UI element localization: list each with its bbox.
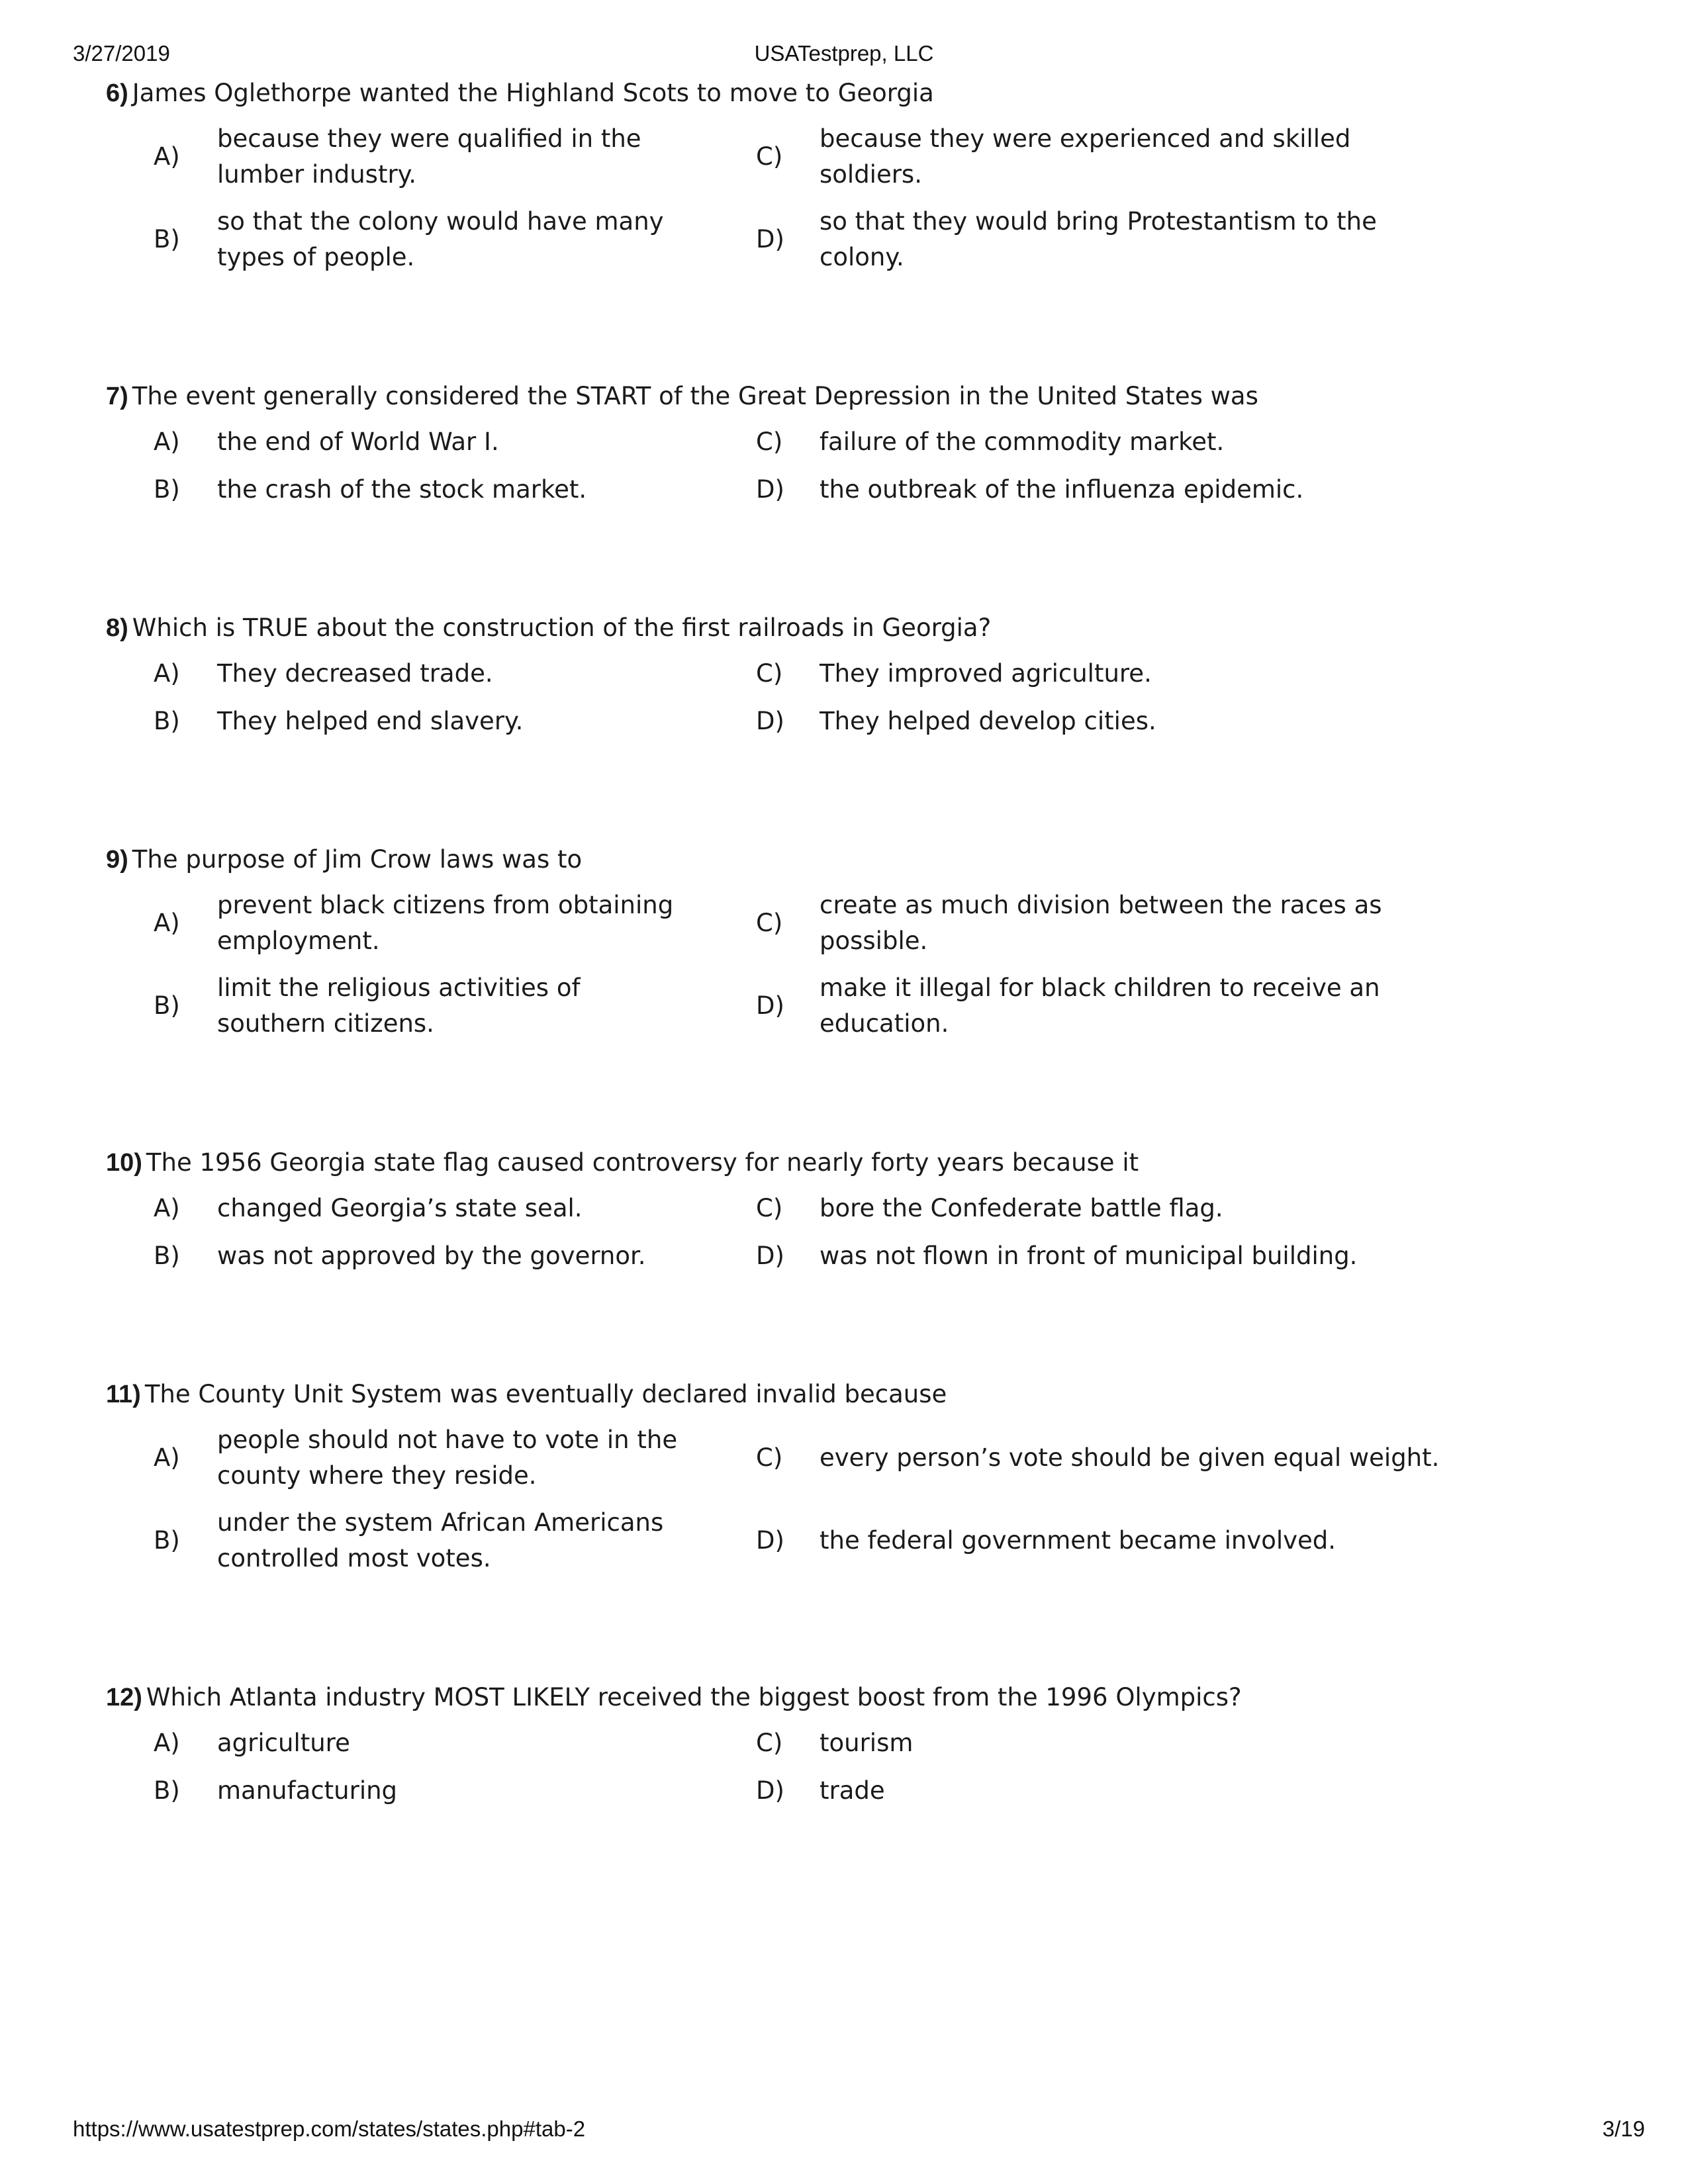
option-letter: C) <box>756 1194 783 1222</box>
option-letter: A) <box>154 1194 180 1222</box>
option-letter: D) <box>756 475 784 504</box>
option-letter: B) <box>154 475 180 504</box>
option-text: every person’s vote should be given equal weight. <box>820 1443 1440 1472</box>
option-text: make it illegal for black children to receive an education. <box>820 973 1380 1038</box>
footer-url: https://www.usatestprep.com/states/states.php#tab-2 <box>73 2116 586 2141</box>
question-9 <box>106 844 1628 1047</box>
option-letter: D) <box>756 1242 784 1270</box>
question-stem <box>106 78 1628 109</box>
question-stem <box>106 1379 1628 1410</box>
question-number: 9) <box>106 846 128 874</box>
option-letter: A) <box>154 428 180 456</box>
option-text: because they were experienced and skilled soldiers. <box>820 124 1351 189</box>
option-a <box>154 115 756 198</box>
option-text: prevent black citizens from obtaining employment. <box>217 890 674 955</box>
question-text: The County Unit System was eventually declared invalid because <box>144 1380 947 1408</box>
option-text: the crash of the stock market. <box>217 475 587 504</box>
question-6 <box>106 78 1628 281</box>
option-letter: A) <box>154 659 180 688</box>
question-number: 10) <box>106 1149 142 1177</box>
option-text: limit the religious activities of southern citizens. <box>217 973 581 1038</box>
option-b <box>154 698 756 745</box>
print-date: 3/27/2019 <box>73 41 170 66</box>
question-stem <box>106 381 1628 412</box>
option-text: create as much division between the races as possible. <box>820 890 1382 955</box>
option-c <box>756 115 1484 198</box>
document-title: USATestprep, LLC <box>754 41 934 66</box>
option-text: tourism <box>820 1729 914 1757</box>
option-text: was not approved by the governor. <box>217 1242 646 1270</box>
option-text: people should not have to vote in the county where they reside. <box>217 1425 678 1490</box>
option-d <box>756 698 1484 745</box>
option-letter: D) <box>756 991 784 1020</box>
option-d <box>756 1232 1484 1280</box>
option-letter: B) <box>154 707 180 735</box>
option-a <box>154 882 756 964</box>
page-number: 3/19 <box>1602 2116 1645 2141</box>
option-text: the federal government became involved. <box>820 1525 1336 1555</box>
option-letter: C) <box>756 1729 783 1757</box>
question-number: 12) <box>106 1684 142 1711</box>
question-number: 6) <box>106 79 128 107</box>
question-stem <box>106 1682 1628 1713</box>
option-d <box>756 466 1484 514</box>
option-a <box>154 1416 756 1499</box>
option-letter: D) <box>756 1525 784 1555</box>
option-c <box>756 1185 1484 1232</box>
option-c <box>756 418 1484 466</box>
option-text: so that they would bring Protestantism to the colony. <box>820 206 1377 271</box>
question-number: 11) <box>106 1381 141 1408</box>
option-letter: C) <box>756 428 783 456</box>
option-letter: B) <box>154 1242 180 1270</box>
option-letter: C) <box>756 908 783 937</box>
question-text: The event generally considered the START of the Great Depression in the United States was <box>132 382 1258 410</box>
option-letter: D) <box>756 707 784 735</box>
option-letter: A) <box>154 1443 180 1472</box>
question-7 <box>106 381 1628 514</box>
question-stem <box>106 613 1628 643</box>
option-text: They improved agriculture. <box>820 659 1152 688</box>
option-text: They helped develop cities. <box>820 707 1156 735</box>
option-text: bore the Confederate battle flag. <box>820 1194 1223 1222</box>
option-letter: D) <box>756 224 784 253</box>
option-letter: B) <box>154 991 180 1020</box>
option-d <box>756 1499 1484 1582</box>
option-b <box>154 198 756 281</box>
option-d <box>756 198 1484 281</box>
option-a <box>154 418 756 466</box>
option-a <box>154 1719 756 1767</box>
option-text: changed Georgia’s state seal. <box>217 1194 583 1222</box>
option-b <box>154 1232 756 1280</box>
option-text: They helped end slavery. <box>217 707 524 735</box>
option-b <box>154 1499 756 1582</box>
question-text: The purpose of Jim Crow laws was to <box>132 845 583 874</box>
option-letter: C) <box>756 142 783 171</box>
option-text: so that the colony would have many types of people. <box>217 206 664 271</box>
question-text: The 1956 Georgia state flag caused controversy for nearly forty years because it <box>146 1148 1139 1177</box>
option-c <box>756 1416 1484 1499</box>
option-text: agriculture <box>217 1729 350 1757</box>
option-c <box>756 1719 1484 1767</box>
option-letter: A) <box>154 142 180 171</box>
option-text: because they were qualified in the lumber industry. <box>217 124 641 189</box>
option-text: failure of the commodity market. <box>820 428 1225 456</box>
option-c <box>756 650 1484 698</box>
option-text: They decreased trade. <box>217 659 493 688</box>
option-letter: B) <box>154 1776 180 1805</box>
option-letter: B) <box>154 1525 180 1555</box>
option-a <box>154 650 756 698</box>
option-letter: B) <box>154 224 180 253</box>
question-11 <box>106 1379 1628 1582</box>
option-text: was not flown in front of municipal building. <box>820 1242 1358 1270</box>
option-b <box>154 1767 756 1815</box>
question-number: 8) <box>106 614 128 642</box>
option-b <box>154 964 756 1047</box>
option-d <box>756 964 1484 1047</box>
question-text: James Oglethorpe wanted the Highland Scots to move to Georgia <box>132 79 934 107</box>
option-text: the end of World War I. <box>217 428 499 456</box>
option-text: trade <box>820 1776 885 1805</box>
question-12 <box>106 1682 1628 1815</box>
option-text: the outbreak of the influenza epidemic. <box>820 475 1304 504</box>
option-c <box>756 882 1484 964</box>
question-text: Which Atlanta industry MOST LIKELY received the biggest boost from the 1996 Olympics? <box>146 1683 1242 1711</box>
option-letter: C) <box>756 659 783 688</box>
option-b <box>154 466 756 514</box>
option-text: manufacturing <box>217 1776 398 1805</box>
option-a <box>154 1185 756 1232</box>
option-text: under the system African Americans controlled most votes. <box>217 1508 664 1572</box>
question-8 <box>106 613 1628 745</box>
option-letter: D) <box>756 1776 784 1805</box>
option-d <box>756 1767 1484 1815</box>
question-stem <box>106 1148 1628 1178</box>
option-letter: C) <box>756 1443 783 1472</box>
question-text: Which is TRUE about the construction of the first railroads in Georgia? <box>132 614 992 642</box>
question-stem <box>106 844 1628 875</box>
option-letter: A) <box>154 1729 180 1757</box>
question-10 <box>106 1148 1628 1280</box>
question-number: 7) <box>106 383 128 410</box>
option-letter: A) <box>154 908 180 937</box>
